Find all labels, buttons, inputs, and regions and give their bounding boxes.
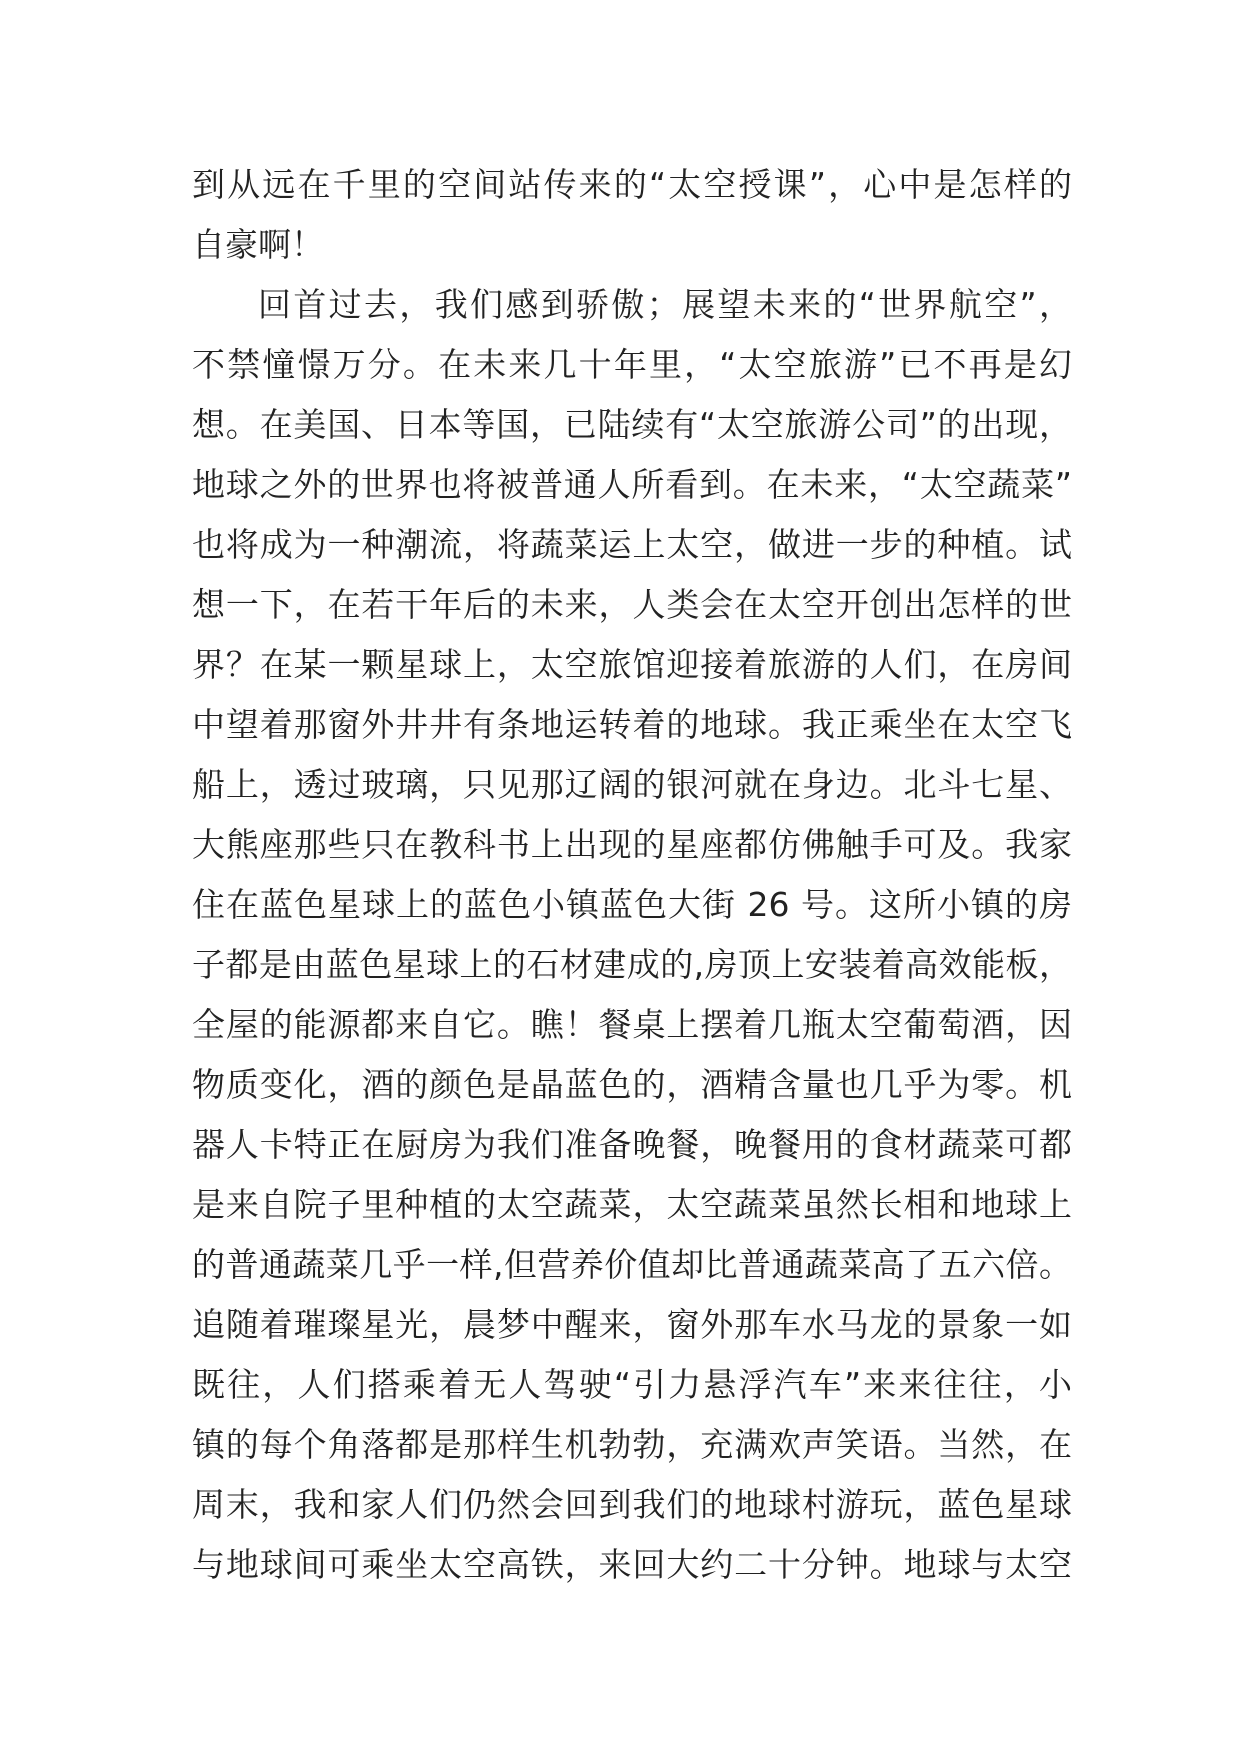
text-line: 也将成为一种潮流，将蔬菜运上太空，做进一步的种植。试 — [192, 525, 1072, 564]
text-line: 全屋的能源都来自它。瞧！餐桌上摆着几瓶太空葡萄酒，因 — [192, 1005, 1072, 1044]
text-line: 是来自院子里种植的太空蔬菜，太空蔬菜虽然长相和地球上 — [192, 1185, 1072, 1224]
text-line: 船上，透过玻璃，只见那辽阔的银河就在身边。北斗七星、 — [192, 765, 1072, 804]
text-line: 追随着璀璨星光，晨梦中醒来，窗外那车水马龙的景象一如 — [192, 1305, 1072, 1344]
text-line: 物质变化，酒的颜色是晶蓝色的，酒精含量也几乎为零。机 — [192, 1065, 1072, 1104]
text-line: 子都是由蓝色星球上的石材建成的,房顶上安装着高效能板， — [192, 945, 1072, 984]
text-line: 大熊座那些只在教科书上出现的星座都仿佛触手可及。我家 — [192, 825, 1072, 864]
text-line: 镇的每个角落都是那样生机勃勃，充满欢声笑语。当然，在 — [192, 1425, 1072, 1464]
text-line: 想一下，在若干年后的未来，人类会在太空开创出怎样的世 — [192, 585, 1072, 624]
text-line: 器人卡特正在厨房为我们准备晚餐，晚餐用的食材蔬菜可都 — [192, 1125, 1072, 1164]
text-line: 与地球间可乘坐太空高铁，来回大约二十分钟。地球与太空 — [192, 1545, 1072, 1584]
text-line: 中望着那窗外井井有条地运转着的地球。我正乘坐在太空飞 — [192, 705, 1072, 744]
text-line: 不禁憧憬万分。在未来几十年里，“太空旅游”已不再是幻 — [192, 345, 1072, 384]
text-line: 既往，人们搭乘着无人驾驶“引力悬浮汽车”来来往往，小 — [192, 1365, 1072, 1404]
text-line: 的普通蔬菜几乎一样,但营养价值却比普通蔬菜高了五六倍。 — [192, 1245, 1072, 1284]
text-line: 住在蓝色星球上的蓝色小镇蓝色大街 26 号。这所小镇的房 — [192, 885, 1072, 924]
text-line: 界？在某一颗星球上，太空旅馆迎接着旅游的人们，在房间 — [192, 645, 1072, 684]
text-line: 周末，我和家人们仍然会回到我们的地球村游玩，蓝色星球 — [192, 1485, 1072, 1524]
body-text — [192, 155, 1072, 1595]
text-line: 自豪啊！ — [192, 225, 324, 264]
paragraph-first-line: 回首过去，我们感到骄傲；展望未来的“世界航空”， — [258, 285, 1072, 324]
text-line: 想。在美国、日本等国，已陆续有“太空旅游公司”的出现， — [192, 405, 1072, 444]
text-line: 到从远在千里的空间站传来的“太空授课”，心中是怎样的 — [192, 165, 1072, 204]
text-line: 地球之外的世界也将被普通人所看到。在未来，“太空蔬菜” — [192, 465, 1072, 504]
